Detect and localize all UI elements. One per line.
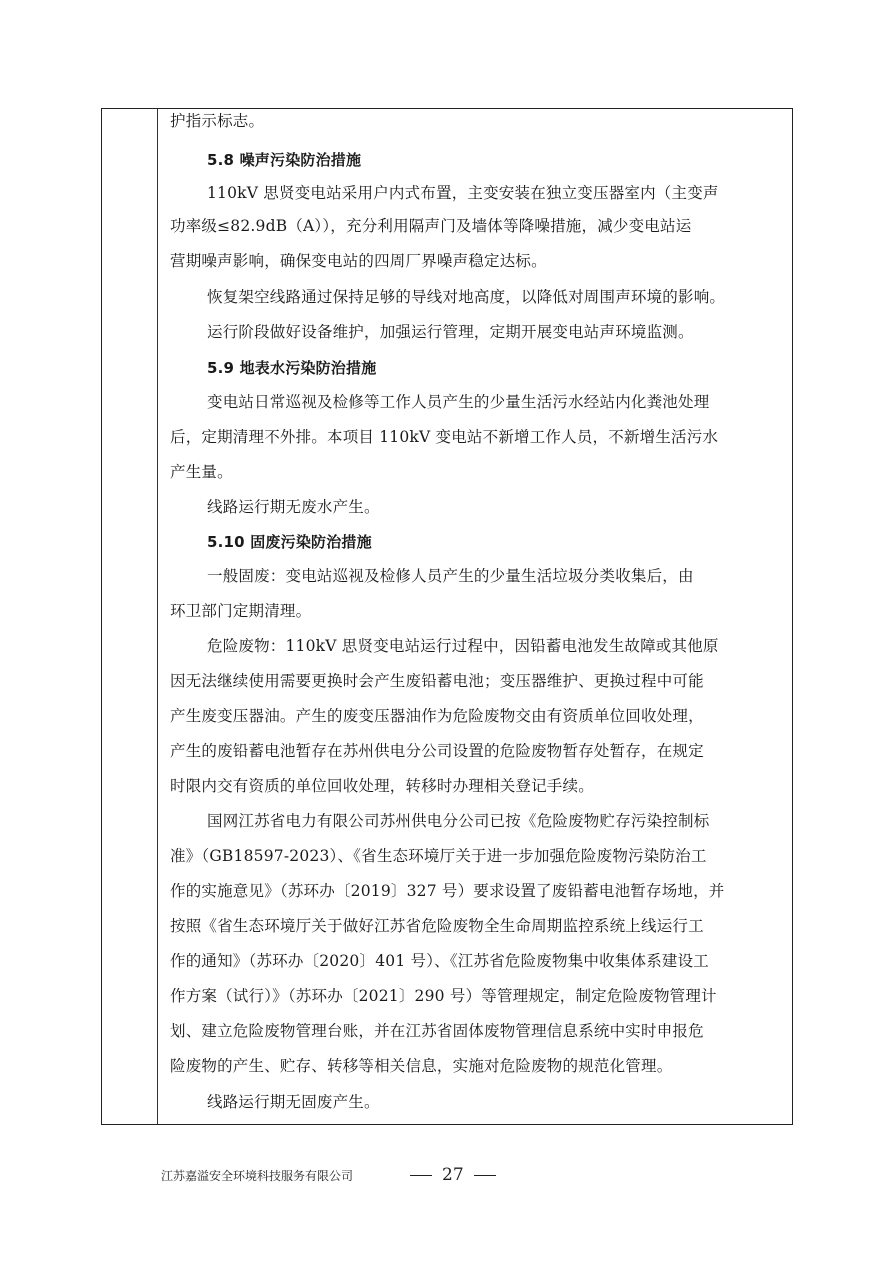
text-line: 变电站日常巡视及检修等工作人员产生的少量生活污水经站内化粪池处理 bbox=[207, 393, 710, 411]
text-line: 功率级≤82.9dB（A）），充分利用隔声门及墙体等降噪措施，减少变电站运 bbox=[170, 217, 692, 235]
table-left-column bbox=[102, 109, 158, 1124]
text-line: 线路运行期无废水产生。 bbox=[207, 498, 380, 516]
text-line: 划、建立危险废物管理台账，并在江苏省固体废物管理信息系统中实时申报危 bbox=[170, 1022, 704, 1040]
text-line: 恢复架空线路通过保持足够的导线对地高度，以降低对周围声环境的影响。 bbox=[207, 288, 726, 306]
text-line: 准》（GB18597-2023）、《省生态环境厅关于进一步加强危险废物污染防治工 bbox=[170, 847, 707, 865]
page-number bbox=[400, 1165, 506, 1185]
text-line: 运行阶段做好设备维护，加强运行管理，定期开展变电站声环境监测。 bbox=[207, 323, 694, 341]
text-line: 按照《省生态环境厅关于做好江苏省危险废物全生命周期监控系统上线运行工 bbox=[170, 917, 704, 935]
text-line: 产生量。 bbox=[170, 463, 233, 481]
text-line: 营期噪声影响，确保变电站的四周厂界噪声稳定达标。 bbox=[170, 252, 547, 270]
text-line: 产生的废铅蓄电池暂存在苏州供电分公司设置的危险废物暂存处暂存，在规定 bbox=[170, 742, 704, 760]
text-line: 时限内交有资质的单位回收处理，转移时办理相关登记手续。 bbox=[170, 777, 594, 795]
text-line: 因无法继续使用需要更换时会产生废铅蓄电池；变压器维护、更换过程中可能 bbox=[170, 672, 704, 690]
text-line: 产生废变压器油。产生的废变压器油作为危险废物交由有资质单位回收处理， bbox=[170, 707, 704, 725]
text-line: 线路运行期无固废产生。 bbox=[207, 1093, 380, 1111]
text-line: 环卫部门定期清理。 bbox=[170, 602, 312, 620]
footer-company-name: 江苏嘉溢安全环境科技服务有限公司 bbox=[161, 1169, 354, 1183]
page-footer bbox=[0, 1165, 893, 1189]
page-number-right-dash bbox=[474, 1175, 496, 1176]
text-line: 护指示标志。 bbox=[170, 112, 265, 130]
section-heading-5-9: 5.9 地表水污染防治措施 bbox=[207, 359, 377, 377]
section-heading-5-8: 5.8 噪声污染防治措施 bbox=[207, 151, 362, 169]
text-line: 危险废物：110kV 思贤变电站运行过程中，因铅蓄电池发生故障或其他原 bbox=[207, 637, 719, 655]
text-line: 一般固废：变电站巡视及检修人员产生的少量生活垃圾分类收集后，由 bbox=[207, 567, 694, 585]
section-heading-5-10: 5.10 固废污染防治措施 bbox=[207, 533, 372, 551]
text-line: 国网江苏省电力有限公司苏州供电分公司已按《危险废物贮存污染控制标 bbox=[207, 812, 710, 830]
text-line: 作的实施意见》（苏环办〔2019〕327 号）要求设置了废铅蓄电池暂存场地，并 bbox=[170, 882, 725, 900]
text-line: 险废物的产生、贮存、转移等相关信息，实施对危险废物的规范化管理。 bbox=[170, 1057, 673, 1075]
content-table bbox=[101, 108, 793, 1125]
text-line: 作的通知》（苏环办〔2020〕401 号）、《江苏省危险废物集中收集体系建设工 bbox=[170, 952, 710, 970]
text-line: 后，定期清理不外排。本项目 110kV 变电站不新增工作人员，不新增生活污水 bbox=[170, 428, 719, 446]
text-line: 作方案（试行）》（苏环办〔2021〕290 号）等管理规定，制定危险废物管理计 bbox=[170, 987, 717, 1005]
text-line: 110kV 思贤变电站采用户内式布置，主变安装在独立变压器室内（主变声 bbox=[207, 184, 719, 202]
page-number-value: 27 bbox=[442, 1165, 464, 1185]
page-number-left-dash bbox=[410, 1175, 432, 1176]
